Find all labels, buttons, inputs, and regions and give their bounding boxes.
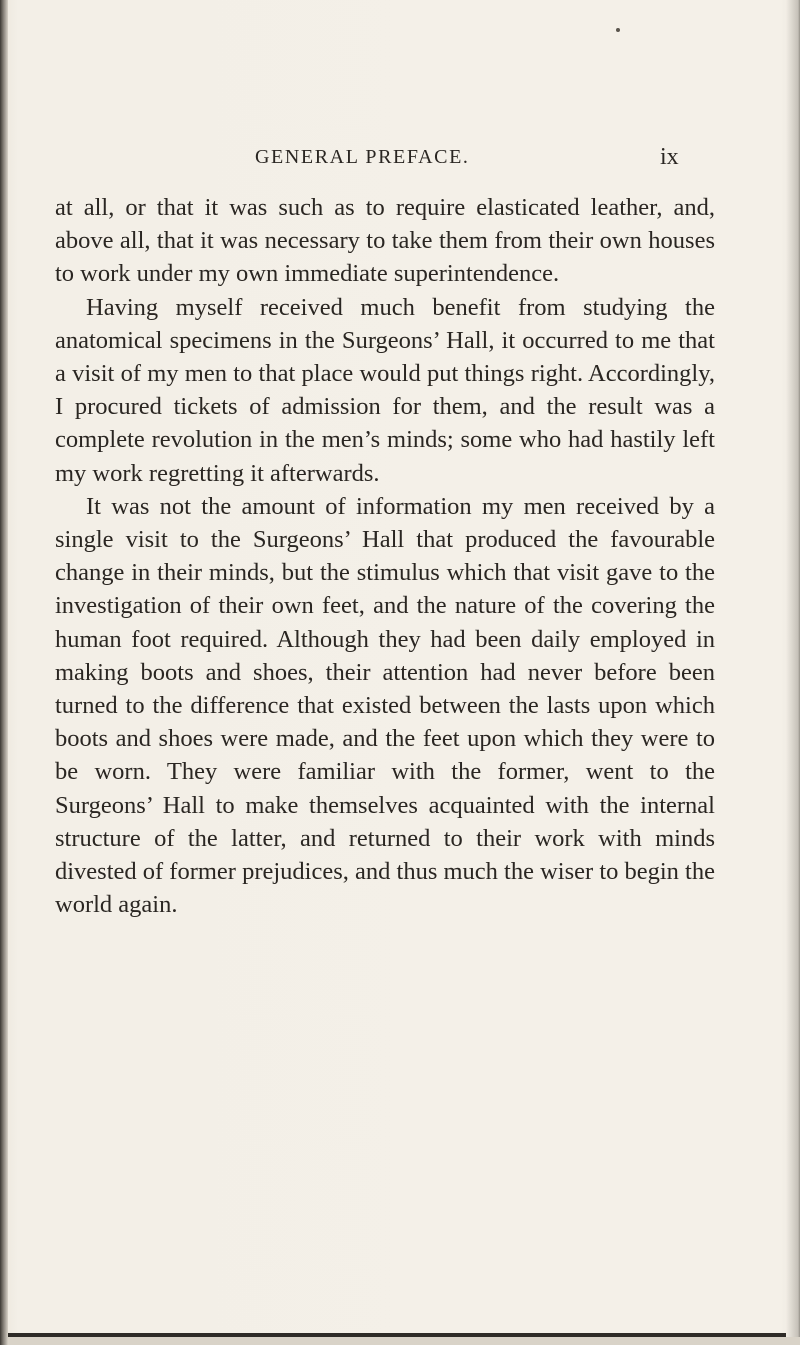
page-edge-shadow [786, 0, 800, 1345]
paragraph-3: It was not the amount of information my men received by a single visit to the Surgeons’ Hall that produced the favourable change in their minds, but the stimulus which that visit gave to the investigation of their own feet, and the nature of the covering the human foot required. Although they had been daily employed in making boots and shoes, their attention had never before been turned to the difference that existed between the lasts upon which boots and shoes were made, and the feet upon which they were to be worn. They were familiar with the former, went to the Surgeons’ Hall to make themselves acquainted with the internal structure of the latter, and returned to their work with minds divested of former prejudices, and thus much the wiser to begin the world again. [55, 492, 715, 919]
running-head: GENERAL PREFACE. [255, 146, 470, 168]
page-gutter-shadow [0, 0, 8, 1345]
body-text [55, 191, 715, 921]
paper-speck [616, 28, 620, 32]
paragraph-2: Having myself received much benefit from studying the anatomical specimens in the Surgeons’ Hall, it occurred to me that a visit of my men to that place would put things right. Accordingly, I procured tickets of admission for them, and the result was a complete revolution in the men’s minds; some who had hastily left my work regretting it afterwards. [55, 293, 715, 487]
page-bottom-shadow [8, 1337, 800, 1345]
page-number: ix [660, 144, 679, 170]
paragraph-1: at all, or that it was such as to require elasticated leather, and, above all, that it was necessary to take them from their own houses to work under my own immediate superintendence. [55, 194, 715, 288]
